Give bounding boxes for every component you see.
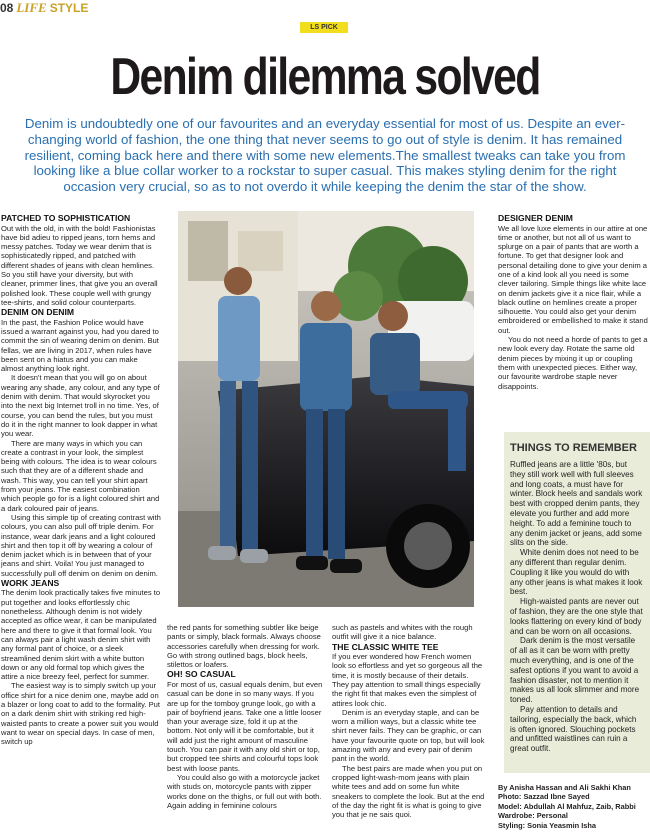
- paragraph: The denim look practically takes five minutes to put together and looks effortlessly chic nonetheless. Although denim is not widely accepted as office wear, it can be manipulated here and there to give it that formal look. You can always pair a light wash denim shirt with any formal pant of choice, or a sleek streamlined denim skirt with a white button down or any old formal top which gives the attire a nice breezy feel, perfect for summer.: [1, 588, 161, 682]
- masthead: [0, 0, 88, 16]
- box-body: [504, 460, 650, 754]
- paragraph: It doesn't mean that you will go on about wearing any shade, any colour, and any type of denim with denim. That would skyrocket you into the next big Internet troll in no time. Yes, of course, you can bend the rules, but you must do it in the right manner to look dapper in what you wear.: [1, 373, 160, 439]
- box-paragraph: Pay attention to details and tailoring, especially the back, which is often ignored. Slouching pockets and unfitted waistlines can ruin a great outfit.: [510, 704, 637, 754]
- model-credit: Model: Abdullah Al Mahfuz, Zaib, Rabbi: [498, 801, 636, 811]
- intro-paragraph: Denim is undoubtedly one of our favourites and an everyday essential for most of us. Despite an ever-changing world of fashion, the one thing that never seems to go out of style is denim. It has remained resilient, coming back here and there with some new elements.The smallest tweaks can take you from looking like a blue collar worker to a rockstar to super casual. This makes styling denim for the right occasion very crucial, so as to not overdo it while keeping the denim the star of the show.: [24, 116, 626, 195]
- paragraph: You do not need a horde of pants to get a new look every day. Rotate the same old denim pieces by mixing it up or coupling them with unexpected pieces. Either way, our favourite wardrobe staple never disappoints.: [498, 335, 648, 391]
- byline: By Anisha Hassan and Ali Sakhi Khan: [498, 783, 631, 792]
- paragraph: such as pastels and whites with the rough outfit will give it a nice balance.: [332, 623, 473, 642]
- box-paragraph: Dark denim is the most versatile of all as it can be worn with pretty much everything, and is one of the safest options if you want to avoid a fashion disaster, not to mention it makes us all look slimmer and more toned.: [510, 636, 640, 705]
- things-to-remember-box: [504, 432, 650, 773]
- wardrobe-credit: Wardrobe: Personal: [498, 811, 568, 821]
- column-3: [332, 623, 486, 819]
- paragraph: In the past, the Fashion Police would have issued a warrant against you, had you dared to commit the sin of wearing denim on denim. But fellas, we are living in 2017, when rules have been sent on a hiatus and you can make almost anything look right.: [1, 317, 159, 374]
- paragraph: You could also go with a motorcycle jacket with studs on, motorcycle pants with zipper works done on the thighs, or full out with both. Again adding in feminine colours: [167, 772, 322, 810]
- styling-credit: Styling: Sonia Yeasmin Isha: [498, 820, 597, 830]
- paragraph: If you ever wondered how French women look so effortless and yet so gorgeous all the time, it is mostly because of their details. They pay attention to small things especially the right fit that makes even the simplest of attires look chic.: [332, 652, 483, 708]
- box-paragraph: Ruffled jeans are a little '80s, but they still work well with full sleeves and long coats, a must have for winter. Block heels and sandals work best with cropped denim pants, they elevate you further and add more height. To add a feminine touch to any denim jacket or jeans, add some slits on the side.: [510, 460, 643, 548]
- heading-designer-denim: DESIGNER DENIM: [498, 213, 573, 223]
- credits: [498, 783, 650, 830]
- paragraph: There are many ways in which you can create a contrast in your look, the simplest being with colours. The idea is to wear colours such that they are of a different shade and wash. This way, you can tell your shirt apart from your jeans. The easiest combination which people go for is a light coloured shirt and a dark coloured pair of jeans.: [1, 438, 160, 513]
- photo-illustration: [178, 211, 474, 607]
- paragraph: the red pants for something subtler like beige pants or simply, black formals. Always choose accessories carefully when dressing for work. Go with strong outlined bags, block heels, stilettos or loafers.: [167, 623, 321, 670]
- pick-badge: LS PICK: [300, 22, 348, 33]
- heading-patched: PATCHED TO SOPHISTICATION: [1, 213, 131, 223]
- page-number: 08: [0, 1, 14, 15]
- section-name: STYLE: [49, 1, 89, 15]
- headline: Denim dilemma solved: [110, 48, 540, 106]
- heading-white-tee: THE CLASSIC WHITE TEE: [332, 641, 439, 652]
- box-title: THINGS TO REMEMBER: [510, 442, 637, 454]
- feature-photo: [178, 211, 474, 607]
- paragraph: The easiest way is to simply switch up your office shirt for a nice denim one, maybe add on a blazer or long coat to add to the formality. Put on a dark denim shirt with striking red high-waisted pants to create a power suit you would want to wear on special days. In case of men, switch up: [1, 681, 160, 747]
- paragraph: Out with the old, in with the bold! Fashionistas have bid adieu to ripped jeans, torn hems and messy patches. Today we wear denim that is sophisticatedly ripped, and patched with different shades of jeans with clean hemlines. So you still have your diversity, but with cleaner, primmer lines, that give you an overall polished look. These couple well with grungy tee-shirts, and solid colour counterparts.: [1, 223, 158, 307]
- paragraph: For most of us, casual equals denim, but even casual can be done in so many ways. If you are up for the tomboy grunge look, go with a pair of boyfriend jeans. Take one a little looser than your average size, fold it up at the bottom. Not only will it be comfortable, but it will add just the right amount of masculine touch. You can pair it with any old shirt or top, but cropped tee shirts and colourful tops look best with loose pants.: [167, 679, 323, 773]
- photo-credit: Photo: Sazzad Ibne Sayed: [498, 792, 590, 802]
- brand-logo: LIFE: [16, 0, 47, 15]
- heading-denim-on-denim: DENIM ON DENIM: [1, 307, 75, 318]
- column-1: [1, 213, 161, 747]
- column-4: [498, 213, 648, 391]
- box-paragraph: High-waisted pants are never out of fashion, they are the one style that looks flattering on every kind of body and can be worn on all occasions.: [510, 597, 643, 636]
- paragraph: Denim is an everyday staple, and can be worn a million ways, but a classic white tee shirt never fails. They can be graphic, or can have your favourite quote on top, but will look amazing with any and every pair of denim pant in the world.: [332, 707, 485, 764]
- heading-work-jeans: WORK JEANS: [1, 577, 60, 588]
- heading-casual: OH! SO CASUAL: [167, 669, 236, 680]
- paragraph: The best pairs are made when you put on cropped light-wash-mom jeans with plain white tees and add on some fun white sneakers to complete the look. But at the end of the day the right fit is what is going to give you that je ne sais quoi.: [332, 763, 485, 820]
- box-paragraph: White denim does not need to be any different than regular denim. Coupling it like you would do with any other jeans is what makes it look best.: [510, 548, 643, 597]
- paragraph: We all love luxe elements in our attire at one time or another, but not all of us want to splurge on a pair of pants that are worth a fortune. To get that designer look and personal detailing done to give your denim a one of a kind look all you need is some clever tailoring. Simple things like white lace on denim jackets give it a nice flair, while a black outline on hemlines create a proper silhouette. You could also get your denim embroidered or embellished to make it stand out.: [498, 223, 648, 335]
- paragraph: Using this simple tip of creating contrast with colours, you can also pull off triple denim. For instance, wear dark jeans and a light coloured shirt and then top it off by wearing a colour of denim jacket which is in between that of your jeans and shirt. Voila! You just managed to successfully pull off denim on denim on denim.: [1, 512, 161, 578]
- column-2: [167, 623, 324, 810]
